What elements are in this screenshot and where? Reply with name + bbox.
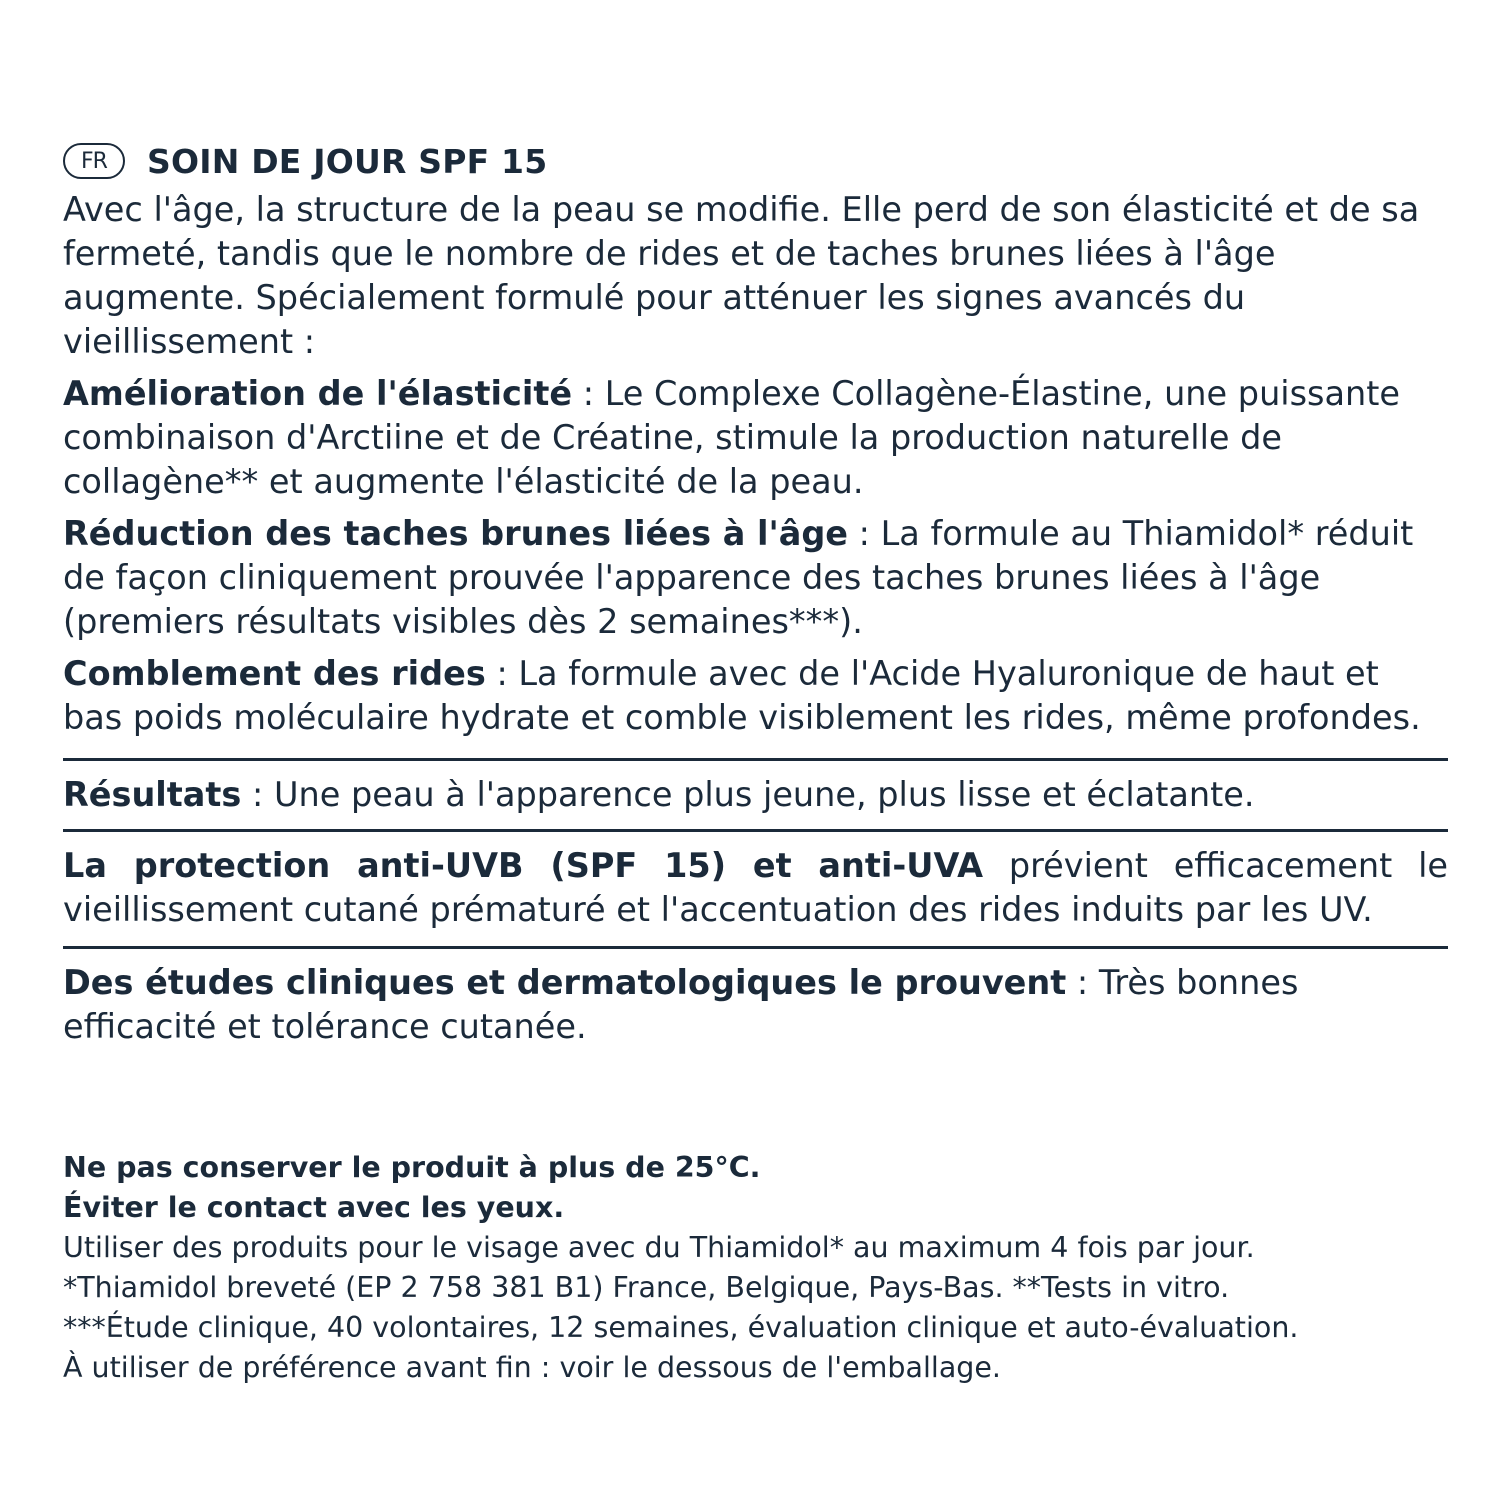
studies-label: Des études cliniques et dermatologiques le prouvent xyxy=(63,963,1067,1002)
divider xyxy=(63,758,1448,761)
protection-label: La protection anti-UVB (SPF 15) et anti-UVA xyxy=(63,846,984,885)
storage-warning: Ne pas conserver le produit à plus de 25°C. xyxy=(63,1151,761,1184)
benefit-text: La formule avec de l'Acide Hyaluronique de haut et bas poids moléculaire hydrate et comble visiblement les rides, même profondes. xyxy=(63,654,1421,737)
protection-text: prévient efficacement le vieillissement cutané prématuré et l'accentuation des rides induits par les UV. xyxy=(63,846,1448,929)
benefit-label: Amélioration de l'élasticité xyxy=(63,374,573,413)
footnote-line: À utiliser de préférence avant fin : voir le dessous de l'emballage. xyxy=(63,1351,1001,1384)
benefit-label: Réduction des taches brunes liées à l'âge xyxy=(63,514,849,553)
divider xyxy=(63,829,1448,832)
language-badge: FR xyxy=(63,143,125,179)
benefit-wrinkles: Comblement des rides : La formule avec de l'Acide Hyaluronique de haut et bas poids moléculaire hydrate et comble visiblement les rides, même profondes. xyxy=(63,654,1421,737)
footnote-line: *Thiamidol breveté (EP 2 758 381 B1) France, Belgique, Pays-Bas. **Tests in vitro. xyxy=(63,1271,1230,1304)
studies-text: Très bonnes efficacité et tolérance cutanée. xyxy=(63,963,1299,1046)
studies-section: Des études cliniques et dermatologiques le prouvent : Très bonnes efficacité et tolérance cutanée. xyxy=(63,963,1299,1046)
intro-paragraph: Avec l'âge, la structure de la peau se modifie. Elle perd de son élasticité et de sa fermeté, tandis que le nombre de rides et de taches brunes liées à l'âge augmente. Spécialement formulé pour atténuer les signes avancés du vieillissement : xyxy=(63,190,1420,361)
footnote-line: ***Étude clinique, 40 volontaires, 12 semaines, évaluation clinique et auto-évaluation. xyxy=(63,1311,1299,1344)
benefit-text: La formule au Thiamidol* réduit de façon cliniquement prouvée l'apparence des taches brunes liées à l'âge (premiers résultats visibles dès 2 semaines***). xyxy=(63,514,1414,641)
footnote-line: Utiliser des produits pour le visage avec du Thiamidol* au maximum 4 fois par jour. xyxy=(63,1231,1255,1264)
title-row xyxy=(63,140,1448,182)
benefit-elasticity: Amélioration de l'élasticité : Le Complexe Collagène-Élastine, une puissante combinaison d'Arctiine et de Créatine, stimule la production naturelle de collagène** et augmente l'élasticité de la peau. xyxy=(63,374,1401,501)
benefit-text: Le Complexe Collagène-Élastine, une puissante combinaison d'Arctiine et de Créatine, stimule la production naturelle de collagène** et augmente l'élasticité de la peau. xyxy=(63,374,1401,501)
results-section: Résultats : Une peau à l'apparence plus jeune, plus lisse et éclatante. xyxy=(63,775,1255,814)
benefit-dark-spots: Réduction des taches brunes liées à l'âge : La formule au Thiamidol* réduit de façon cliniquement prouvée l'apparence des taches brunes liées à l'âge (premiers résultats visibles dès 2 semaines***). xyxy=(63,514,1414,641)
product-title: SOIN DE JOUR SPF 15 xyxy=(147,141,548,181)
eye-warning: Éviter le contact avec les yeux. xyxy=(63,1191,565,1224)
benefit-label: Comblement des rides xyxy=(63,654,486,693)
results-text: Une peau à l'apparence plus jeune, plus lisse et éclatante. xyxy=(273,775,1255,814)
divider xyxy=(63,946,1448,949)
protection-section xyxy=(63,844,1448,932)
results-label: Résultats xyxy=(63,775,242,814)
footer-notes xyxy=(63,1148,1463,1388)
